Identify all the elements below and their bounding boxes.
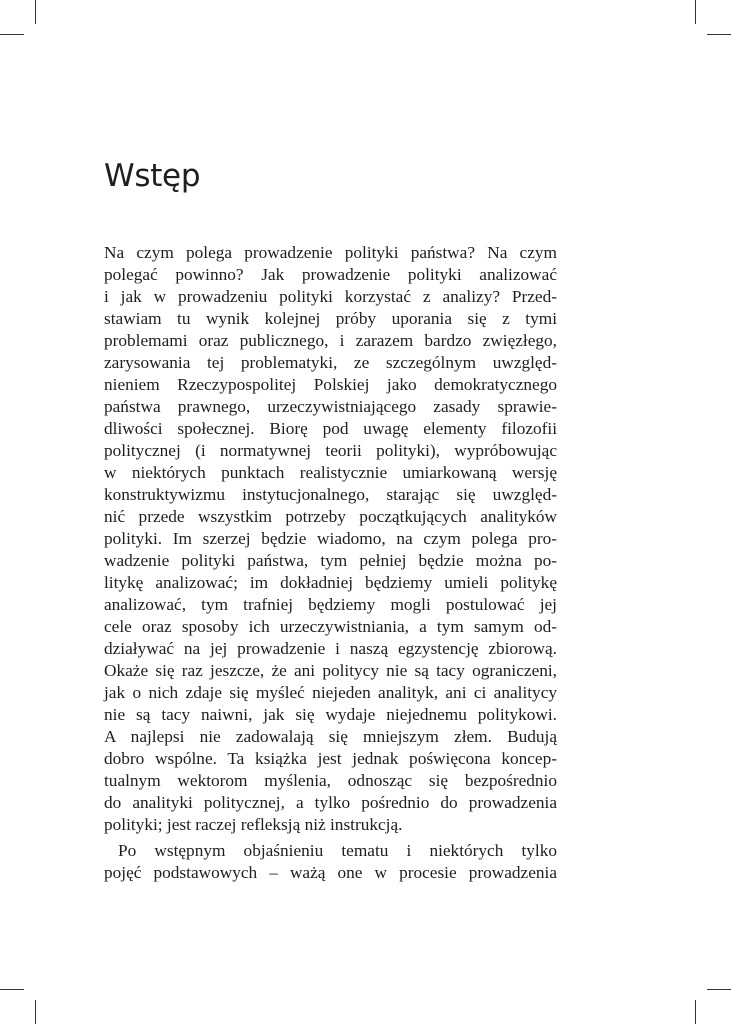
text-line: państwa prawnego, urzeczywistniającego zasady sprawie- [104, 397, 557, 416]
text-line: pojęć podstawowych – ważą one w procesie prowadzenia [104, 863, 557, 882]
text-line: nie są tacy naiwni, jak się wydaje niejednemu politykowi. [104, 705, 557, 724]
text-line: polegać powinno? Jak prowadzenie polityki analizować [104, 265, 557, 284]
text-line: problemami oraz publicznego, i zarazem bardzo zwięzłego, [104, 331, 557, 350]
text-line: polityki; jest raczej refleksją niż instrukcją. [104, 815, 403, 834]
text-line: wadzenie polityki państwa, tym pełniej będzie można po- [104, 551, 557, 570]
text-line: jak o nich zdaje się myśleć niejeden analityk, ani ci analitycy [104, 683, 557, 702]
text-line: Na czym polega prowadzenie polityki państwa? Na czym [104, 243, 557, 262]
text-line: nieniem Rzeczypospolitej Polskiej jako demokratycznego [104, 375, 557, 394]
text-line: cele oraz sposoby ich urzeczywistniania, a tym samym od- [104, 617, 557, 636]
text-line: stawiam tu wynik kolejnej próby uporania się z tymi [104, 309, 557, 328]
text-line: nić przede wszystkim potrzeby początkujących analityków [104, 507, 557, 526]
text-line: politycznej (i normatywnej teorii polityki), wypróbowując [104, 441, 557, 460]
text-line: litykę analizować; im dokładniej będziemy umieli politykę [104, 573, 557, 592]
text-line: konstruktywizmu instytucjonalnego, starając się uwzględ- [104, 485, 557, 504]
crop-mark-top-right-vertical [695, 0, 696, 24]
crop-mark-top-right-horizontal [707, 34, 731, 35]
text-line: w niektórych punktach realistycznie umiarkowaną wersję [104, 463, 557, 482]
text-line: zarysowania tej problematyki, ze szczególnym uwzględ- [104, 353, 557, 372]
text-line: działywać na jej prowadzenie i naszą egzystencję zbiorową. [104, 639, 557, 658]
text-line: dobro wspólne. Ta książka jest jednak poświęcona koncep- [104, 749, 557, 768]
chapter-title: Wstęp [104, 158, 201, 194]
crop-mark-top-left-horizontal [0, 34, 24, 35]
crop-mark-bottom-left-vertical [35, 1000, 36, 1024]
text-line: A najlepsi nie zadowalają się mniejszym złem. Budują [104, 727, 557, 746]
crop-mark-bottom-left-horizontal [0, 989, 24, 990]
crop-mark-bottom-right-horizontal [707, 989, 731, 990]
text-line: Okaże się raz jeszcze, że ani politycy nie są tacy ograniczeni, [104, 661, 557, 680]
crop-mark-top-left-vertical [35, 0, 36, 24]
text-line: polityki. Im szerzej będzie wiadomo, na czym polega pro- [104, 529, 557, 548]
crop-mark-bottom-right-vertical [695, 1000, 696, 1024]
text-line: Po wstępnym objaśnieniu tematu i niektórych tylko [118, 841, 557, 860]
text-line: do analityki politycznej, a tylko pośrednio do prowadzenia [104, 793, 557, 812]
text-line: tualnym wektorom myślenia, odnosząc się bezpośrednio [104, 771, 557, 790]
text-line: i jak w prowadzeniu polityki korzystać z analizy? Przed- [104, 287, 557, 306]
text-line: analizować, tym trafniej będziemy mogli postulować jej [104, 595, 557, 614]
text-line: dliwości społecznej. Biorę pod uwagę elementy filozofii [104, 419, 557, 438]
